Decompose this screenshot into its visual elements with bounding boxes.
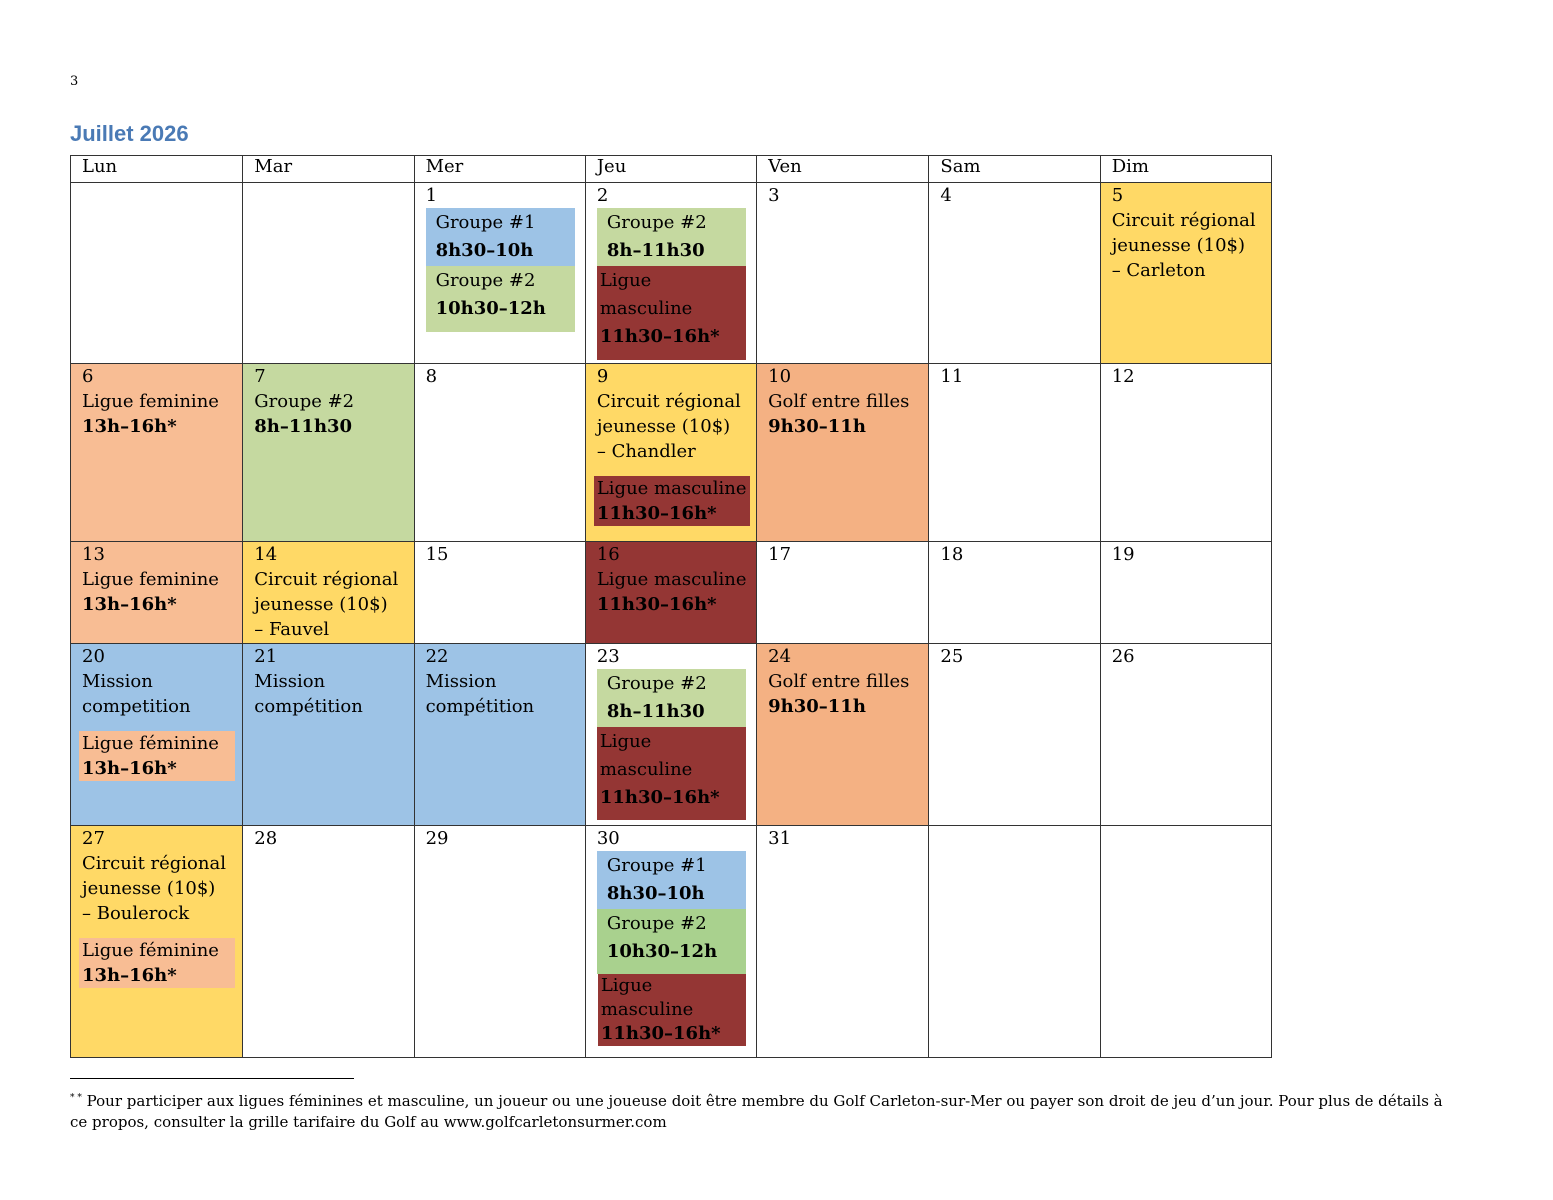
event-time: 9h30–11h [768,416,866,437]
event-ligue-masculine [597,266,746,360]
event-name: Ligue masculine [599,731,693,780]
weekday-dim: Dim [1100,156,1271,183]
event-ligue-masculine [598,974,746,1046]
event-time: 10h30–12h [606,941,718,962]
day-cell-1 [414,183,585,364]
event-groupe-1 [426,208,575,266]
event-line: Circuit régional [596,391,741,412]
day-cell-12 [1100,364,1271,542]
event-line: Circuit régional [1111,210,1256,231]
event-line: compétition [425,696,535,717]
event-name: Ligue féminine [82,733,219,754]
event-time: 8h30–10h [435,240,534,261]
event-line: – Chandler [596,441,696,462]
event-ligue-feminine [79,731,235,781]
event-time: 9h30–11h [768,696,866,717]
day-cell-11 [929,364,1100,542]
event-name: Groupe #2 [606,212,707,233]
event-name: Groupe #2 [606,913,707,934]
event-groupe-1 [597,851,746,909]
day-cell-16 [585,542,756,644]
event-name: Golf entre filles [768,671,910,692]
day-cell-26 [1100,644,1271,826]
event-name: Ligue feminine [82,569,219,590]
day-cell-10 [757,364,929,542]
day-number: 31 [768,828,792,849]
event-groupe-2 [597,208,746,266]
week-row-2 [71,364,1272,542]
day-number: 1 [425,185,438,206]
event-time: 13h–16h* [82,416,177,437]
day-number: 6 [82,366,94,387]
day-number: 14 [254,544,278,565]
day-cell-7 [243,364,414,542]
day-cell-22 [414,644,585,826]
day-cell-empty [929,826,1100,1058]
day-cell-29 [414,826,585,1058]
event-name: Ligue masculine [600,975,694,1020]
weekday-mer: Mer [414,156,585,183]
event-time: 11h30–16h* [599,326,720,347]
day-number: 2 [596,185,609,206]
event-time: 13h–16h* [82,758,177,779]
event-name: Golf entre filles [768,391,910,412]
month-title: Juillet 2026 [70,121,189,146]
day-number: 5 [1111,185,1124,206]
event-name: Groupe #2 [254,391,355,412]
day-cell-24 [757,644,929,826]
footnote-marker: * * [70,1093,82,1103]
day-cell-25 [929,644,1100,826]
event-line: jeunesse (10$) [82,878,216,899]
weekday-sam: Sam [929,156,1100,183]
event-time: 11h30–16h* [596,594,717,615]
day-cell-28 [243,826,414,1058]
event-name: Ligue masculine [596,569,747,590]
event-line: jeunesse (10$) [254,594,388,615]
day-cell-8 [414,364,585,542]
event-time: 11h30–16h* [600,1023,721,1044]
day-number: 29 [425,828,449,849]
event-line: Circuit régional [82,853,226,874]
event-line: compétition [254,696,363,717]
calendar-table [70,155,1272,1058]
event-name: Groupe #2 [435,270,536,291]
day-number: 27 [82,828,105,849]
event-time: 8h–11h30 [254,416,353,437]
event-ligue-masculine [594,476,750,526]
day-cell-empty [1100,826,1271,1058]
day-number: 28 [254,828,278,849]
week-row-3 [71,542,1272,644]
event-groupe-2 [597,909,746,974]
event-time: 8h30–10h [606,883,705,904]
day-number: 12 [1111,366,1135,387]
day-cell-empty [243,183,414,364]
event-name: Ligue féminine [82,940,219,961]
event-line: Circuit régional [254,569,399,590]
day-cell-21 [243,644,414,826]
event-ligue-feminine [79,938,235,988]
day-number: 16 [596,544,620,565]
day-cell-18 [929,542,1100,644]
day-cell-23 [585,644,756,826]
day-cell-empty [71,183,243,364]
event-time: 8h–11h30 [606,701,705,722]
day-number: 30 [596,828,620,849]
week-row-4 [71,644,1272,826]
day-number: 26 [1111,646,1135,667]
day-number: 4 [940,185,952,206]
event-name: Groupe #1 [435,212,536,233]
week-row-5 [71,826,1272,1058]
day-cell-30 [585,826,756,1058]
day-number: 8 [425,366,438,387]
day-number: 9 [596,366,609,387]
event-time: 10h30–12h [435,298,546,319]
event-time: 13h–16h* [82,965,177,986]
weekday-jeu: Jeu [585,156,756,183]
weekday-header-row [71,156,1272,183]
day-number: 22 [425,646,449,667]
event-name: Ligue masculine [596,478,747,499]
day-cell-5 [1100,183,1271,364]
event-line: – Fauvel [254,619,330,640]
footnote-text: Pour participer aux ligues féminines et masculine, un joueur ou une joueuse doit être membre du Golf Carleton-sur-Mer ou payer son droit de jeu d’un jour. Pour plus de détails à ce propos, consulter la grille tarifaire du Golf au www.golfcarletonsurmer.com [70,1092,1443,1131]
day-number: 10 [768,366,792,387]
page-number: 3 [70,74,79,89]
event-name: Groupe #2 [606,673,707,694]
day-number: 11 [940,366,964,387]
event-time: 11h30–16h* [599,787,720,808]
day-number: 19 [1111,544,1135,565]
event-line: competition [82,696,191,717]
event-time: 8h–11h30 [606,240,705,261]
event-time: 11h30–16h* [596,503,717,524]
weekday-ven: Ven [757,156,929,183]
day-cell-27 [71,826,243,1058]
event-name: Groupe #1 [606,855,707,876]
day-number: 25 [940,646,964,667]
day-cell-31 [757,826,929,1058]
footnote-divider [70,1078,354,1079]
day-cell-19 [1100,542,1271,644]
event-name: Ligue feminine [82,391,219,412]
day-cell-15 [414,542,585,644]
day-number: 20 [82,646,105,667]
event-line: Mission [82,671,153,692]
event-line: Mission [425,671,497,692]
day-number: 17 [768,544,792,565]
event-time: 13h–16h* [82,594,177,615]
event-name: Ligue masculine [599,270,693,319]
event-line: jeunesse (10$) [596,416,731,437]
day-cell-14 [243,542,414,644]
day-number: 18 [940,544,964,565]
event-groupe-2 [597,669,746,727]
event-groupe-2 [426,266,575,332]
day-number: 13 [82,544,105,565]
event-line: Mission [254,671,326,692]
event-line: – Boulerock [82,903,190,924]
day-number: 21 [254,646,278,667]
day-cell-4 [929,183,1100,364]
day-cell-13 [71,542,243,644]
day-cell-17 [757,542,929,644]
event-ligue-masculine [597,727,746,820]
day-cell-6 [71,364,243,542]
day-cell-9 [585,364,756,542]
day-cell-20 [71,644,243,826]
week-row-1 [71,183,1272,364]
day-number: 15 [425,544,449,565]
footnote [70,1088,1460,1133]
event-line: jeunesse (10$) [1111,235,1246,256]
event-line: – Carleton [1111,260,1206,281]
day-number: 7 [254,366,266,387]
weekday-lun: Lun [71,156,243,183]
day-cell-2 [585,183,756,364]
day-number: 3 [768,185,780,206]
day-number: 23 [596,646,620,667]
weekday-mar: Mar [243,156,414,183]
day-number: 24 [768,646,792,667]
day-cell-3 [757,183,929,364]
